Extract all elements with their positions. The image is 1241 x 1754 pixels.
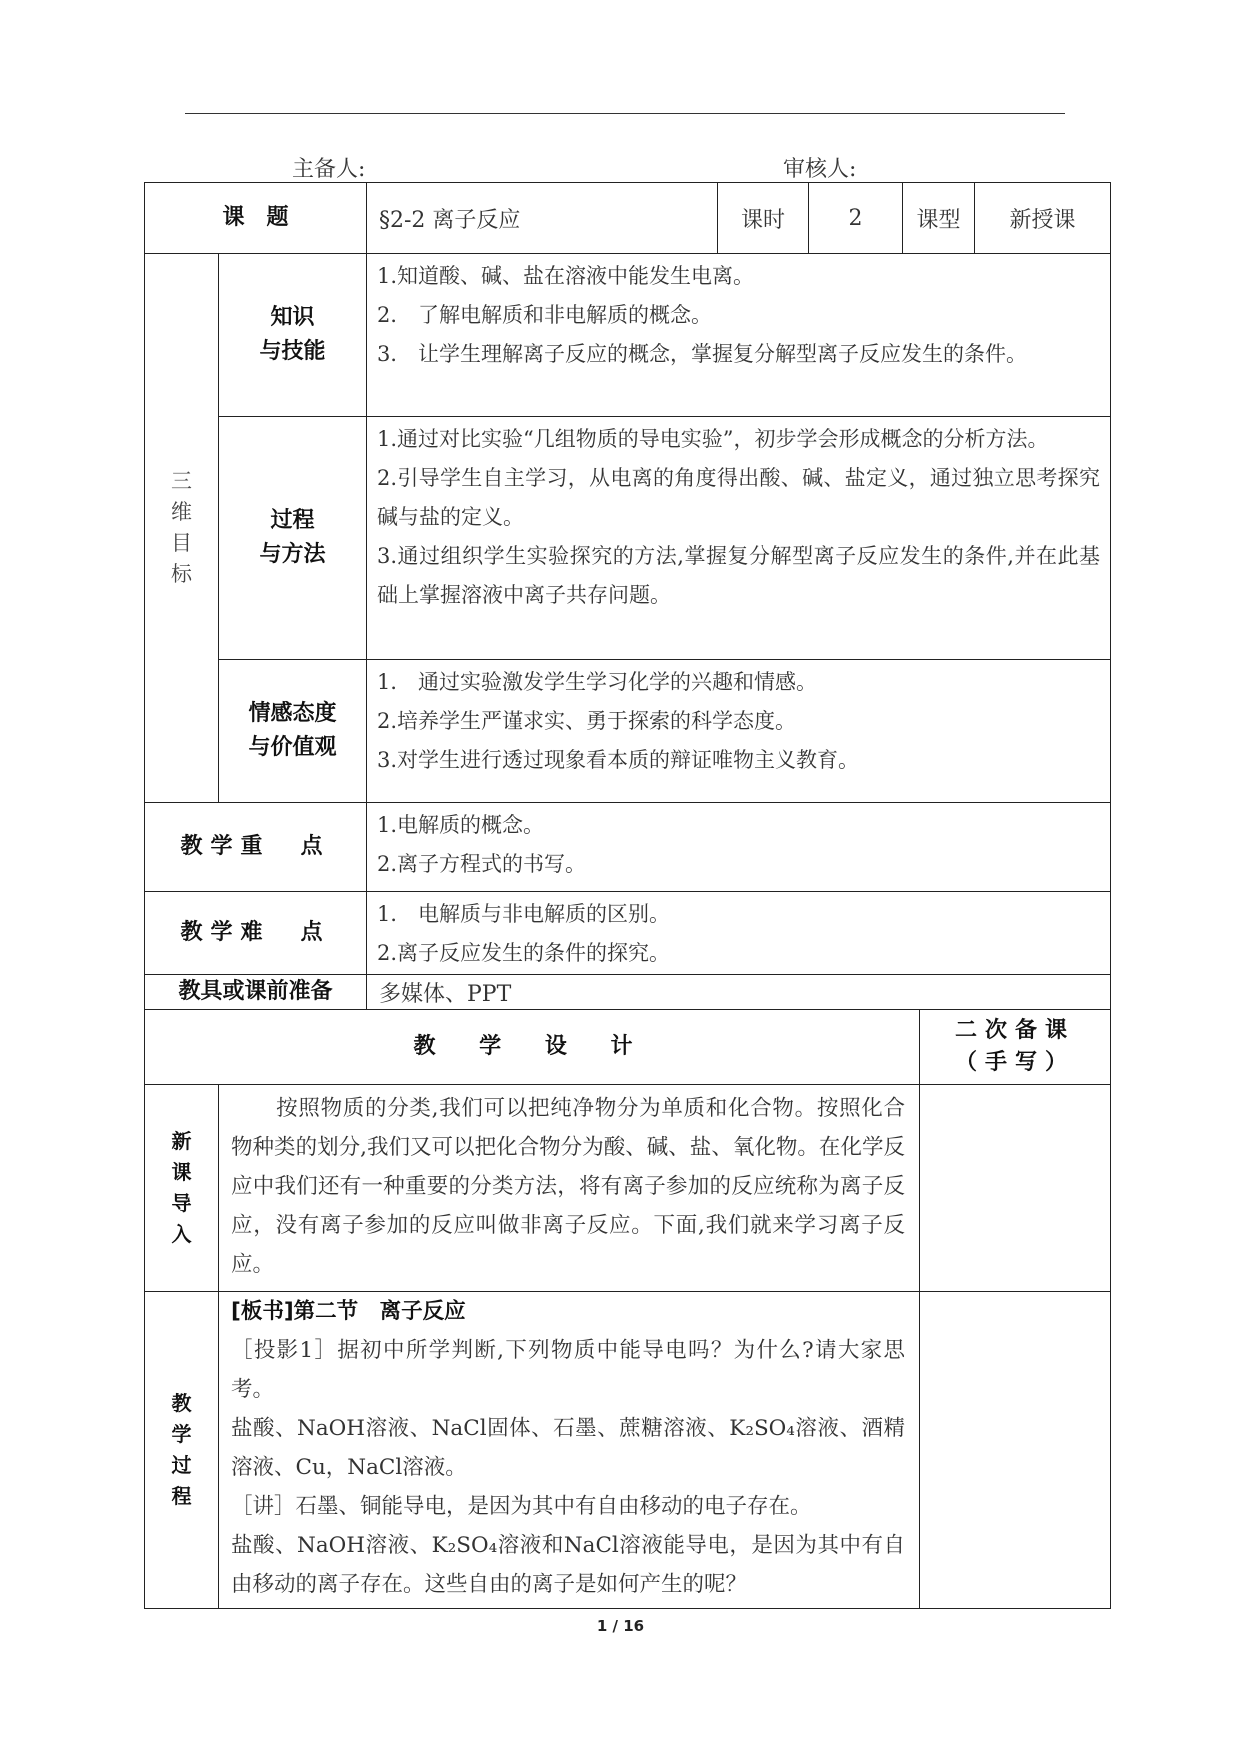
- secondary-prep-label: 二次备课 （手写）: [954, 1018, 1075, 1075]
- knowledge-label: 知识 与技能: [259, 305, 326, 364]
- difficulties-label-cell: [144, 891, 367, 975]
- periods-value: 2: [848, 205, 863, 231]
- knowledge-item: 3． 让学生理解离子反应的概念，掌握复分解型离子反应发生的条件。: [377, 342, 1028, 366]
- knowledge-content: [366, 253, 1111, 417]
- intro-text: 按照物质的分类,我们可以把纯净物分为单质和化合物。按照化合物种类的划分,我们又可以把化合物分为酸、碱、盐、氧化物。在化学反应中我们还有一种重要的分类方法，将有离子参加的反应统称为离子反应，没有离子参加的反应叫做非离子反应。下面,我们就来学习离子反应。: [231, 1096, 905, 1277]
- knowledge-item: 1.知道酸、碱、盐在溶液中能发生电离。: [377, 264, 755, 288]
- objectives-group-cell: [144, 253, 219, 803]
- lesson-plan-table: [144, 182, 1111, 1609]
- attitude-label-cell: [218, 659, 367, 803]
- attitude-content: [366, 659, 1111, 803]
- difficulties-label: 教学难 点: [180, 920, 331, 945]
- preparer-line: [0, 152, 1241, 186]
- process-section-label-cell: [144, 1291, 219, 1609]
- lecture-text: ［讲］石墨、铜能导电，是因为其中有自由移动的电子存在。: [231, 1494, 812, 1519]
- periods-label-cell: [717, 182, 809, 254]
- periods-value-cell: [808, 182, 903, 254]
- process-item: 1.通过对比实验“几组物质的导电实验”，初步学会形成概念的分析方法。: [377, 427, 1049, 451]
- knowledge-label-cell: [218, 253, 367, 417]
- process-content: [366, 416, 1111, 660]
- materials-value: 多媒体、PPT: [379, 981, 512, 1007]
- process-section-label: 教 学 过 程: [171, 1391, 192, 1508]
- projection-text: ［投影1］据初中所学判断,下列物质中能导电吗？为什么?请大家思考。: [231, 1338, 905, 1402]
- key-points-label-cell: [144, 802, 367, 892]
- attitude-label: 情感态度 与价值观: [248, 701, 337, 760]
- difficulty-item: 2.离子反应发生的条件的探究。: [377, 941, 671, 965]
- topic-label: 课 题: [222, 205, 289, 230]
- topic-value-cell: [366, 182, 718, 254]
- attitude-item: 2.培养学生严谨求实、勇于探索的科学态度。: [377, 709, 797, 733]
- difficulty-item: 1． 电解质与非电解质的区别。: [377, 902, 671, 926]
- process-handwritten-cell: [919, 1291, 1111, 1609]
- header-rule: [185, 113, 1065, 114]
- chief-preparer-label: 主备人:: [292, 157, 366, 182]
- secondary-prep-cell: [919, 1009, 1111, 1085]
- process-section-content: [218, 1291, 920, 1609]
- materials-label: 教具或课前准备: [178, 979, 333, 1004]
- topic-label-cell: [144, 182, 367, 254]
- key-points-content: [366, 802, 1111, 892]
- key-point-item: 1.电解质的概念。: [377, 813, 545, 837]
- process-label: 过程 与方法: [259, 508, 326, 567]
- objectives-group-label: 三 维 目 标: [171, 469, 192, 586]
- materials-value-cell: [366, 974, 1111, 1010]
- key-point-item: 2.离子方程式的书写。: [377, 852, 587, 876]
- intro-label: 新 课 导 入: [171, 1129, 192, 1246]
- reviewer-label: 审核人:: [783, 157, 857, 182]
- process-item: 2.引导学生自主学习，从电离的角度得出酸、碱、盐定义，通过独立思考探究碱与盐的定义。: [377, 466, 1100, 529]
- intro-label-cell: [144, 1084, 219, 1292]
- substances-text: 盐酸、NaOH溶液、NaCl固体、石墨、蔗糖溶液、K₂SO₄溶液、酒精溶液、Cu，NaCl溶液。: [231, 1416, 905, 1480]
- type-value: 新授课: [1009, 207, 1076, 233]
- difficulties-content: [366, 891, 1111, 975]
- type-label-cell: [902, 182, 975, 254]
- topic-value: §2-2 离子反应: [379, 207, 521, 233]
- board-heading: [板书]第二节 离子反应: [231, 1299, 466, 1324]
- process-label-cell: [218, 416, 367, 660]
- knowledge-item: 2． 了解电解质和非电解质的概念。: [377, 303, 713, 327]
- process-item: 3.通过组织学生实验探究的方法,掌握复分解型离子反应发生的条件,并在此基础上掌握溶液中离子共存问题。: [377, 544, 1100, 607]
- page-number: 1 / 16: [596, 1617, 645, 1635]
- attitude-item: 1． 通过实验激发学生学习化学的兴趣和情感。: [377, 670, 818, 694]
- intro-content: [218, 1084, 920, 1292]
- design-title: 教 学 设 计: [413, 1034, 651, 1059]
- type-label: 课型: [916, 207, 961, 233]
- materials-label-cell: [144, 974, 367, 1010]
- key-points-label: 教学重 点: [180, 834, 331, 859]
- intro-handwritten-cell: [919, 1084, 1111, 1292]
- type-value-cell: [974, 182, 1111, 254]
- lecture-text: 盐酸、NaOH溶液、K₂SO₄溶液和NaCl溶液能导电，是因为其中有自由移动的离子存在。这些自由的离子是如何产生的呢？: [231, 1533, 905, 1597]
- attitude-item: 3.对学生进行透过现象看本质的辩证唯物主义教育。: [377, 748, 860, 772]
- periods-label: 课时: [740, 207, 785, 233]
- design-title-cell: [144, 1009, 920, 1085]
